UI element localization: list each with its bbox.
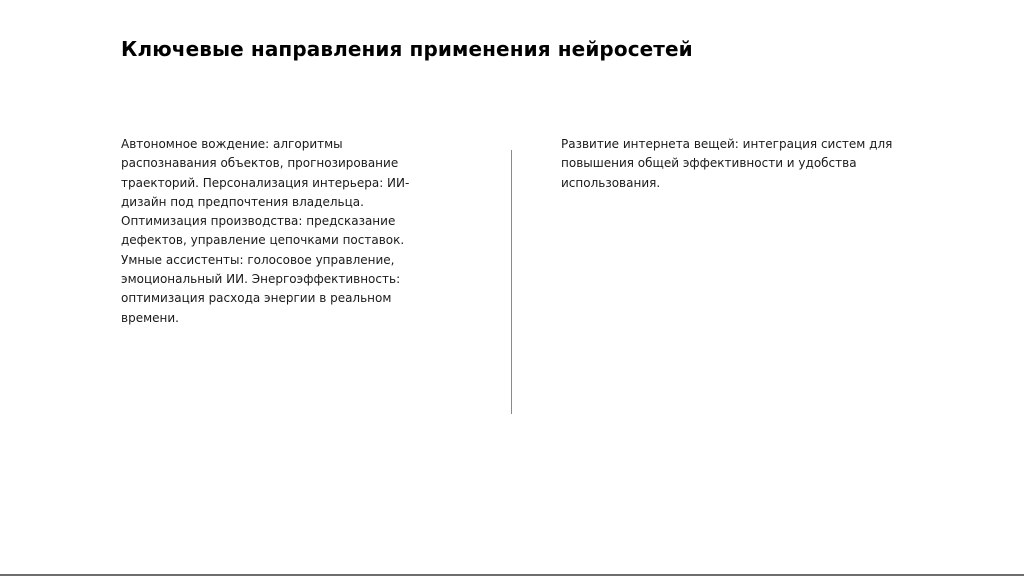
column-divider xyxy=(511,150,512,414)
right-column-text: Развитие интернета вещей: интеграция систем для повышения общей эффективности и удобства использования. xyxy=(561,137,893,190)
left-column-text: Автономное вождение: алгоритмы распознавания объектов, прогнозирование траекторий. Персонализация интерьера: ИИ-дизайн под предпочтения владельца. Оптимизация производства: предсказание дефектов, управление цепочками поставок. Умные ассистенты: голосовое управление, эмоциональный ИИ. Энергоэффективность: оптимизация расхода энергии в реальном времени. xyxy=(121,137,410,325)
slide-title: Ключевые направления применения нейросетей xyxy=(121,37,693,61)
